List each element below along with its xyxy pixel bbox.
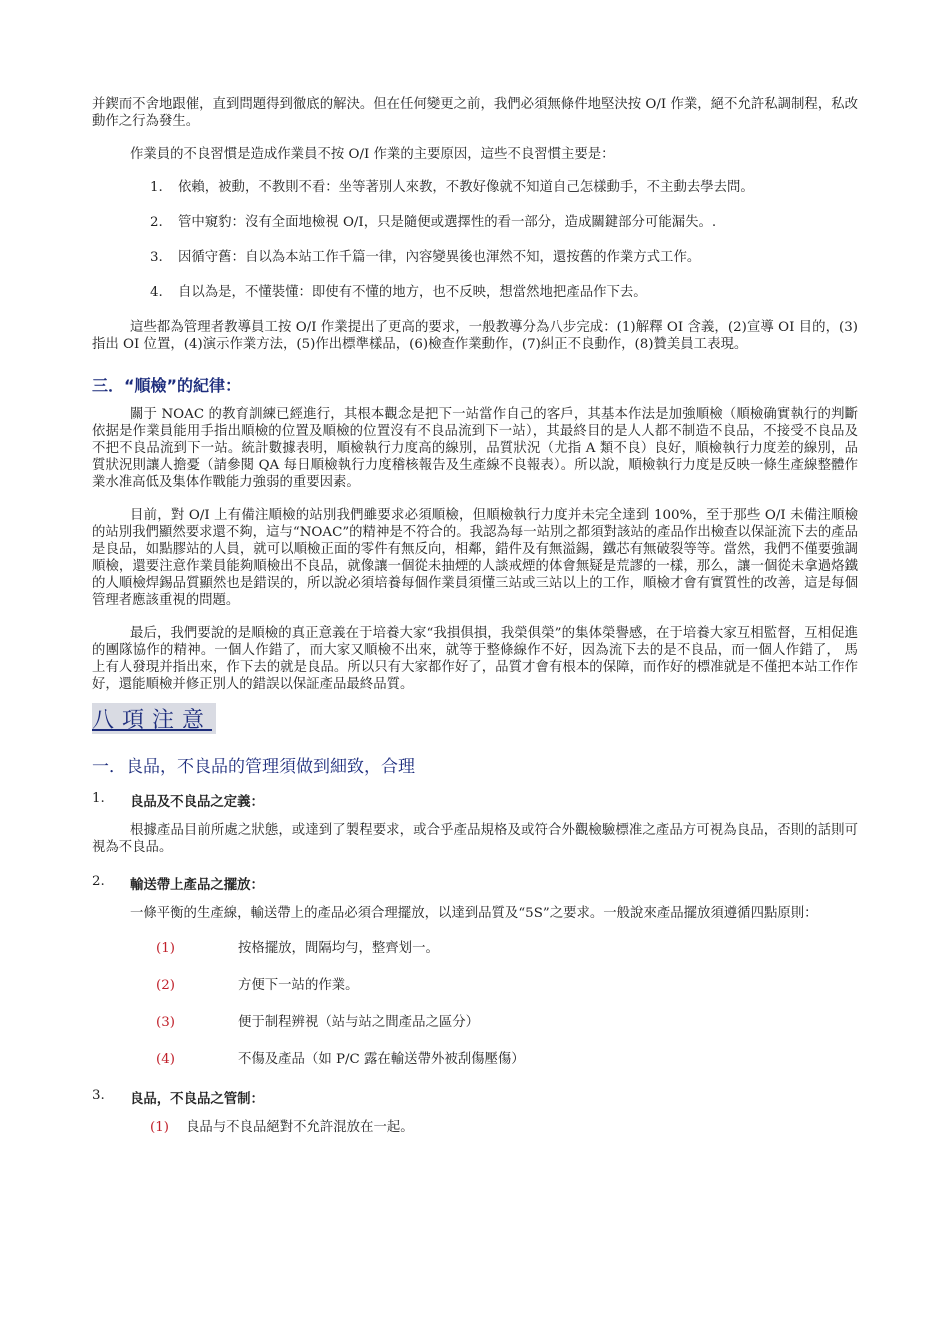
list-number: (2): [156, 978, 175, 993]
item-number: 2.: [92, 874, 105, 889]
control-rules-list: [92, 1119, 858, 1136]
list-number: (3): [156, 1015, 175, 1030]
list-text: 自以為是，不懂裝懂：即使有不懂的地方，也不反映，想當然地把產品作下去。: [178, 285, 647, 300]
item-3-heading: [92, 1088, 858, 1107]
list-number: (1): [150, 1120, 169, 1135]
list-item: [92, 977, 858, 994]
list-item: [92, 249, 858, 266]
list-item: [92, 1014, 858, 1031]
list-text: 便于制程辨視（站与站之間產品之區分）: [238, 1015, 480, 1030]
paragraph-top: 并鍥而不舍地跟催，直到問題得到徹底的解決。但在任何變更之前，我們必須無條件地堅決按 O/I 作業，絕不允許私調制程，私改動作之行為發生。: [92, 97, 858, 129]
item-title: 良品及不良品之定義：: [130, 795, 264, 810]
placement-rules-list: [92, 940, 858, 1068]
list-item: [92, 1051, 858, 1068]
list-item: [92, 1119, 858, 1136]
paragraph-item1: 根據產品目前所處之狀態，或達到了製程要求，或合乎產品規格及或符合外觀檢驗標准之產品方可視為良品，否則的話則可視為不良品。: [92, 823, 858, 855]
list-text: 良品与不良品絕對不允許混放在一起。: [186, 1120, 414, 1135]
list-number: 3.: [150, 250, 163, 265]
list-item: [92, 284, 858, 301]
paragraph-section3-1: 關于 NOAC 的教育訓練已經進行，其根本觀念是把下一站當作自己的客戶，其基本作法是加強順檢（順檢确實執行的判斷依据是作業員能用手指出順檢的位置及順檢的位置沒有不良品流到下一站），其最終目的是人人都不制造不良品，不接受不良品及不把不良品流到下一站。統計數據表明，順檢執行力度高的線別，品質狀況（尤指 A 類不良）良好，順檢執行力度差的線別，品質狀況則讓人擔憂（請參閱 QA 每日順檢執行力度稽核報告及生產線不良報表）。所以說，順檢執行力度是反映一條生產線整體作業水准高低及集体作戰能力強弱的重要因素。: [92, 407, 858, 490]
paragraph-section3-2: 目前，對 O/I 上有備注順檢的站別我們雖要求必須順檢，但順檢執行力度并未完全達到 100%，至于那些 O/I 未備注順檢的站別我們顯然要求還不夠，這与“NOAC”的精神是不符合的。我認為每一站別之都須對該站的產品作出檢查以保証流下去的產品是良品，如點膠站的人員，就可以順檢正面的零件有無反向，相鄰，錯件及有無溢錫，鐵芯有無破裂等等。當然，我們不僅要強調順檢，還要注意作業員能夠順檢出不良品，就像讓一個從未抽煙的人談戒煙的体會無疑是荒謬的一樣，那么，讓一個從未拿過烙鐵的人順檢焊錫品質顯然也是錯误的，所以說必須培養每個作業員須懂三站或三站以上的工作，順檢才會有實質性的改善，這是每個管理者應該重視的問題。: [92, 508, 859, 608]
paragraph-habits-intro: 作業員的不良習慣是造成作業員不按 O/I 作業的主要原因，這些不良習慣主要是：: [130, 147, 615, 162]
paragraph-section3-3: 最后，我們要說的是順檢的真正意義在于培養大家“我損俱損，我榮俱榮”的集体榮譽感，在于培養大家互相監督，互相促進的團隊協作的精神。一個人作錯了，而大家又順檢不出來，就等于整條線作不好，因為流下去的是不良品，而一個人作錯了， 馬上有人發現并指出來，作下去的就是良品。所以只有大家都作好了，品質才會有根本的保障，而作好的標准就是不僅把本站工作作好，還能順檢并修正別人的錯誤以保証產品最終品質。: [92, 626, 858, 692]
list-text: 方便下一站的作業。: [238, 978, 359, 993]
item-title: 良品，不良品之管制：: [130, 1092, 264, 1107]
list-text: 因循守舊：自以為本站工作千篇一律，內容變異後也渾然不知，還按舊的作業方式工作。: [178, 250, 701, 265]
item-1-heading: [92, 791, 858, 810]
paragraph-teaching-steps: 這些都為管理者教導員工按 O/I 作業提出了更高的要求，一般教導分為八步完成：(1)解釋 OI 含義，(2)宣導 OI 目的，(3)指出 OI 位置，(4)演示作業方法，(5)作出標準樣品，(6)檢查作業動作，(7)糾正不良動作，(8)贊美員工表現。: [92, 320, 858, 352]
item-title: 輸送帶上產品之擺放：: [130, 878, 264, 893]
list-text: 管中窺豹：沒有全面地檢視 O/I，只是隨便或選擇性的看一部分，造成關鍵部分可能漏失。.: [178, 215, 717, 230]
list-item: [92, 940, 858, 957]
paragraph-item2: 一條平衡的生產線，輸送帶上的產品必須合理擺放，以達到品質及“5S”之要求。一般說來產品擺放須遵循四點原則：: [130, 906, 818, 921]
list-text: 按格擺放，間隔均勻，整齊划一。: [238, 941, 439, 956]
item-number: 1.: [92, 791, 105, 806]
subsection-heading: 一．良品，不良品的管理須做到細致，合理: [92, 757, 415, 777]
list-number: 4.: [150, 285, 163, 300]
list-number: 2.: [150, 215, 163, 230]
list-number: (1): [156, 941, 175, 956]
item-2-heading: [92, 874, 858, 893]
list-text: 依賴，被動，不教則不看：坐等著別人來教，不教好像就不知道自己怎樣動手，不主動去學去問。: [178, 180, 754, 195]
habits-list: [92, 179, 858, 301]
list-number: (4): [156, 1052, 175, 1067]
item-number: 3.: [92, 1088, 105, 1103]
list-item: [92, 214, 858, 231]
list-number: 1.: [150, 180, 163, 195]
list-item: [92, 179, 858, 196]
section-3-heading: 三．“順檢”的紀律：: [92, 376, 242, 395]
list-text: 不傷及產品（如 P/C 露在輸送帶外被刮傷壓傷）: [238, 1052, 525, 1067]
eight-notes-heading: 八項注意: [92, 703, 216, 734]
